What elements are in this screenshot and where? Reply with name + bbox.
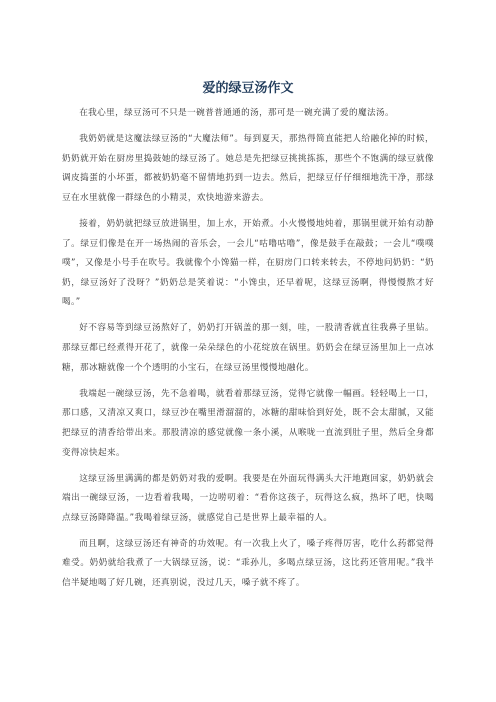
paragraph-7: 而且啊，这绿豆汤还有神奇的功效呢。有一次我上火了，嗓子疼得厉害，吃什么药都觉得难受。奶奶就给我煮了一大锅绿豆汤，说：“乖孙儿，多喝点绿豆汤，这比药还管用呢。”我半信半疑地喝了好几碗，还真别说，没过几天，嗓子就不疼了。 (62, 538, 434, 589)
document-title: 爱的绿豆汤作文 (202, 81, 294, 96)
paragraph-5: 我端起一碗绿豆汤，先不急着喝，就看着那绿豆汤，觉得它就像一幅画。轻轻喝上一口，那口感，又清凉又爽口，绿豆沙在嘴里滑溜溜的，冰糖的甜味恰到好处，既不会太甜腻，又能把绿豆的清香给带出来。那股清凉的感觉就像一条小溪，从喉咙一直流到肚子里，然后全身都变得凉快起来。 (62, 388, 434, 458)
paragraph-4: 好不容易等到绿豆汤熬好了，奶奶打开锅盖的那一刻，哇，一股清香就直往我鼻子里钻。那绿豆都已经煮得开花了，就像一朵朵绿色的小花绽放在锅里。奶奶会在绿豆汤里加上一点冰糖，那冰糖就像一个个透明的小宝石，在绿豆汤里慢慢地融化。 (62, 323, 434, 373)
paragraph-1: 在我心里，绿豆汤可不只是一碗普普通通的汤，那可是一碗充满了爱的魔法汤。 (79, 108, 394, 118)
paragraph-3: 接着，奶奶就把绿豆放进锅里，加上水，开始煮。小火慢慢地炖着，那锅里就开始有动静了。绿豆们像是在开一场热闹的音乐会，一会儿“咕噜咕噜”，像是鼓手在敲鼓；一会儿“噗噗噗”，又像是小号手在吹号。我就像个小馋猫一样，在厨房门口转来转去，不停地问奶奶：“奶奶，绿豆汤好了没呀？”奶奶总是笑着说：“小馋虫，还早着呢，这绿豆汤啊，得慢慢熬才好喝。” (62, 218, 434, 308)
paragraph-2: 我奶奶就是这魔法绿豆汤的“大魔法师”。每到夏天，那热得简直能把人给融化掉的时候，奶奶就开始在厨房里捣鼓她的绿豆汤了。她总是先把绿豆挑挑拣拣，那些个不饱满的绿豆就像调皮捣蛋的小坏蛋，都被奶奶毫不留情地扔到一边去。然后，把绿豆仔仔细细地洗干净，那绿豆在水里就像一群绿色的小精灵，欢快地游来游去。 (62, 134, 434, 203)
paragraph-6: 这绿豆汤里满满的都是奶奶对我的爱啊。我要是在外面玩得满头大汗地跑回家，奶奶就会端出一碗绿豆汤，一边看着我喝，一边唠叨着：“看你这孩子，玩得这么疯，热坏了吧，快喝点绿豆汤降降温。”我喝着绿豆汤，就感觉自己是世界上最幸福的人。 (62, 473, 434, 523)
